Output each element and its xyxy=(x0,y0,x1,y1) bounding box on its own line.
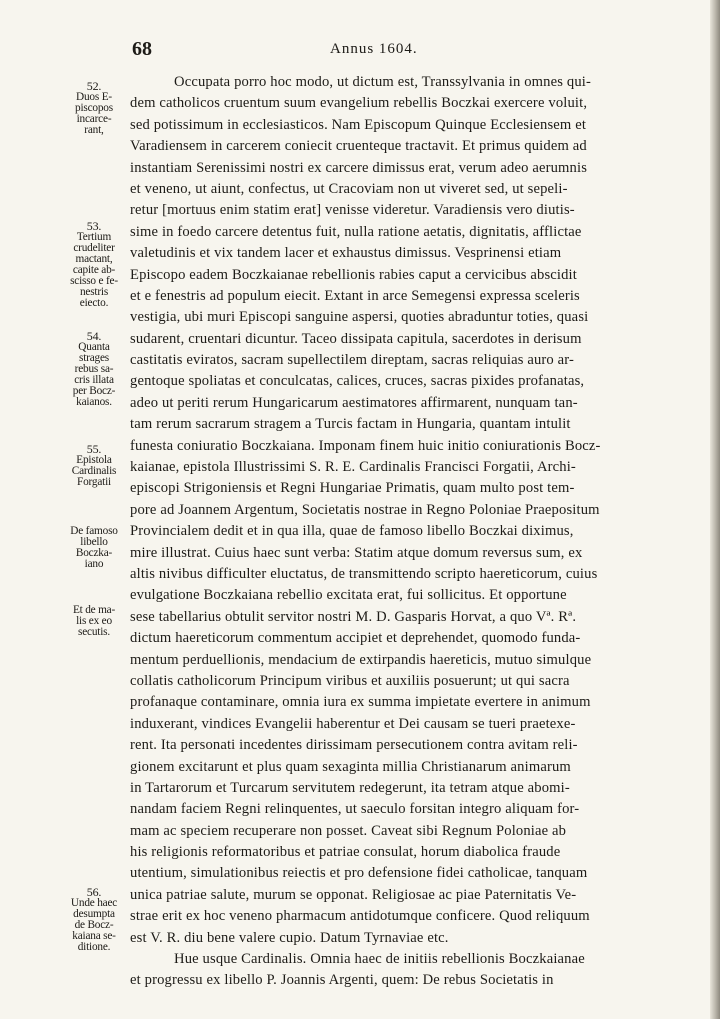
page-number: 68 xyxy=(132,38,152,60)
margin-note-number: 53. xyxy=(86,219,102,233)
text-line: episcopi Strigoniensis et Regni Hungariae Primatis, quam multo post tem- xyxy=(130,480,575,497)
margin-note-text: Et de ma- lis ex eo secutis. xyxy=(72,604,116,638)
text-line: et progressu ex libello P. Joannis Argenti, quem: De rebus Societatis in xyxy=(130,972,554,989)
text-line: vestigia, ubi muri Episcopi sanguine aspersi, quoties abraduntur toties, quasi xyxy=(130,309,589,326)
text-line: castitatis eviratos, sacram supellectilem direptam, sacras reliquias auro ar- xyxy=(130,352,575,369)
text-line: dictum haereticorum commentum accipiet et deprehendet, quomodo funda- xyxy=(130,630,581,647)
text-line: Varadiensem in carcerem coniecit cruenteque tractavit. Et primus quidem ad xyxy=(130,138,587,155)
text-line: sed potissimum in ecclesiasticos. Nam Episcopum Quinque Ecclesiensem et xyxy=(130,116,587,133)
text-line: Provincialem dedit et in qua illa, quae de famoso libello Boczkai diximus, xyxy=(130,523,574,540)
text-line: mentum perduellionis, mendacium de extirpandis haereticis, mutuo simulque xyxy=(130,651,592,668)
text-line: collatis catholicorum Principum viribus et auxiliis posuerunt; ut qui sacra xyxy=(130,672,570,689)
text-line: dem catholicos cruentum suum evangelium rebellis Boczkai exercere voluit, xyxy=(130,95,588,112)
margin-note-text: Unde haec desumpta de Bocz- kaiana se- ditione. xyxy=(70,897,118,953)
text-line: mire illustrat. Cuius haec sunt verba: Statim atque domum reversus sum, ex xyxy=(130,544,583,561)
text-line: utentium, simulationibus reiectis et pro defensione fidei catholicae, tanquam xyxy=(130,865,588,882)
margin-note-number: 56. xyxy=(86,885,102,899)
running-head: Annus 1604. xyxy=(330,41,418,57)
text-line: instantiam Serenissimi nostri ex carcere dimissus erat, verum adeo aerumnis xyxy=(130,159,588,176)
text-line: tam rerum sacrarum stragem a Turcis factam in Hungaria, quantam intulit xyxy=(130,416,571,433)
margin-note xyxy=(62,886,126,953)
text-line: valetudinis et vix tandem lacer et exhaustus dimissus. Vesprinensi etiam xyxy=(130,245,562,262)
text-line: his religionis reformatoribus et patriae consulat, horum diabolica fraude xyxy=(130,844,561,861)
text-line: sime in foedo carcere detentus fuit, nulla ratione aetatis, dignitatis, afflictae xyxy=(130,223,582,240)
margin-note-number: 52. xyxy=(86,79,102,93)
text-line: mam ac speciem recuperare non posset. Caveat sibi Regnum Poloniae ab xyxy=(130,822,567,839)
margin-note-number: 54. xyxy=(86,329,102,343)
margin-note-text: Quanta strages rebus sa- cris illata per Bocz- kaianos. xyxy=(72,341,116,408)
text-line: induxerant, vindices Evangelii haberentur et Dei causam se tueri praetexe- xyxy=(130,715,576,732)
margin-note xyxy=(62,605,126,638)
text-line: nandam faciem Regni relinquentes, ut saeculo forsitan integro aliquam for- xyxy=(130,801,580,818)
text-line: et veneno, ut aiunt, confectus, ut Cracoviam non ut viveret sed, ut sepeli- xyxy=(130,180,568,197)
text-line: Hue usque Cardinalis. Omnia haec de initiis rebellionis Boczkaianae xyxy=(174,951,585,968)
text-line: unica patriae salute, murum se opponat. Religiosae ac piae Paternitatis Ve- xyxy=(130,886,577,903)
text-line: altis nivibus difficulter eluctatus, de transmittendo scripto haereticorum, cuius xyxy=(130,565,598,582)
text-line: in Tartarorum et Turcarum servitutem redegerunt, ita tetram atque abomi- xyxy=(130,779,570,796)
text-line: gentoque spoliatas et conculcatas, calices, cruces, sacras pixides profanatas, xyxy=(130,373,585,390)
margin-note-text: De famoso libello Boczka- iano xyxy=(70,525,118,570)
text-line: sese tabellarius obtulit servitor nostri M. D. Gasparis Horvat, a quo Vª. Rª. xyxy=(130,608,577,625)
margin-note-text: Epistola Cardinalis Forgatii xyxy=(71,454,117,488)
margin-note xyxy=(62,330,126,408)
margin-note xyxy=(62,80,126,136)
text-line: Episcopo eadem Boczkaianae rebellionis rabies caput a cervicibus abscidit xyxy=(130,266,577,283)
text-line: strae erit ex hoc veneno pharmacum antidotumque conficere. Quod reliquum xyxy=(130,908,590,925)
margin-note-text: Duos E- piscopos incarce- rant, xyxy=(75,91,113,136)
margin-note xyxy=(62,526,126,570)
text-line: sudarent, cruentari dicuntur. Taceo dissipata capitula, sacerdotes in derisum xyxy=(130,330,582,347)
text-line: est V. R. diu bene valere cupio. Datum Tyrnaviae etc. xyxy=(130,929,449,946)
margin-note-text: Tertium crudeliter mactant, capite ab- scisso e fe- nestris eiecto. xyxy=(70,231,118,309)
margin-note xyxy=(62,443,126,488)
margin-note-number: 55. xyxy=(86,442,102,456)
text-line: pore ad Joannem Argentum, Societatis nostrae in Regno Poloniae Praepositum xyxy=(130,501,600,518)
text-line: rent. Ita personati incedentes dirissimam persecutionem contra avitam reli- xyxy=(130,737,578,754)
text-line: profanaque contaminare, omnia iura ex summa impietate evertere in animum xyxy=(130,694,591,711)
text-line: et e fenestris ad populum eiecit. Extant in arce Semegensi expressa sceleris xyxy=(130,287,580,304)
page-edge-shadow xyxy=(710,0,720,1019)
text-line: evulgatione Boczkaiana rebellio excitata erat, fui sollicitus. Et opportune xyxy=(130,587,567,604)
body-text xyxy=(130,72,654,992)
text-line: retur [mortuus enim statim erat] venisse videretur. Varadiensis vero diutis- xyxy=(130,202,575,219)
marginalia-column xyxy=(62,0,126,1019)
text-line: Occupata porro hoc modo, ut dictum est, Transsylvania in omnes qui- xyxy=(174,74,591,90)
text-line: gionem excitarunt et plus quam sexaginta millia Christianarum animarum xyxy=(130,758,571,775)
margin-note xyxy=(62,220,126,309)
text-line: funesta coniuratio Boczkaiana. Imponam finem huic initio coniurationis Bocz- xyxy=(130,437,601,454)
text-line: kaianae, epistola Illustrissimi S. R. E. Cardinalis Francisci Forgatii, Archi- xyxy=(130,459,576,476)
text-line: adeo ut periti rerum Hungaricarum aestimatores affirmarent, nunquam tan- xyxy=(130,394,578,411)
